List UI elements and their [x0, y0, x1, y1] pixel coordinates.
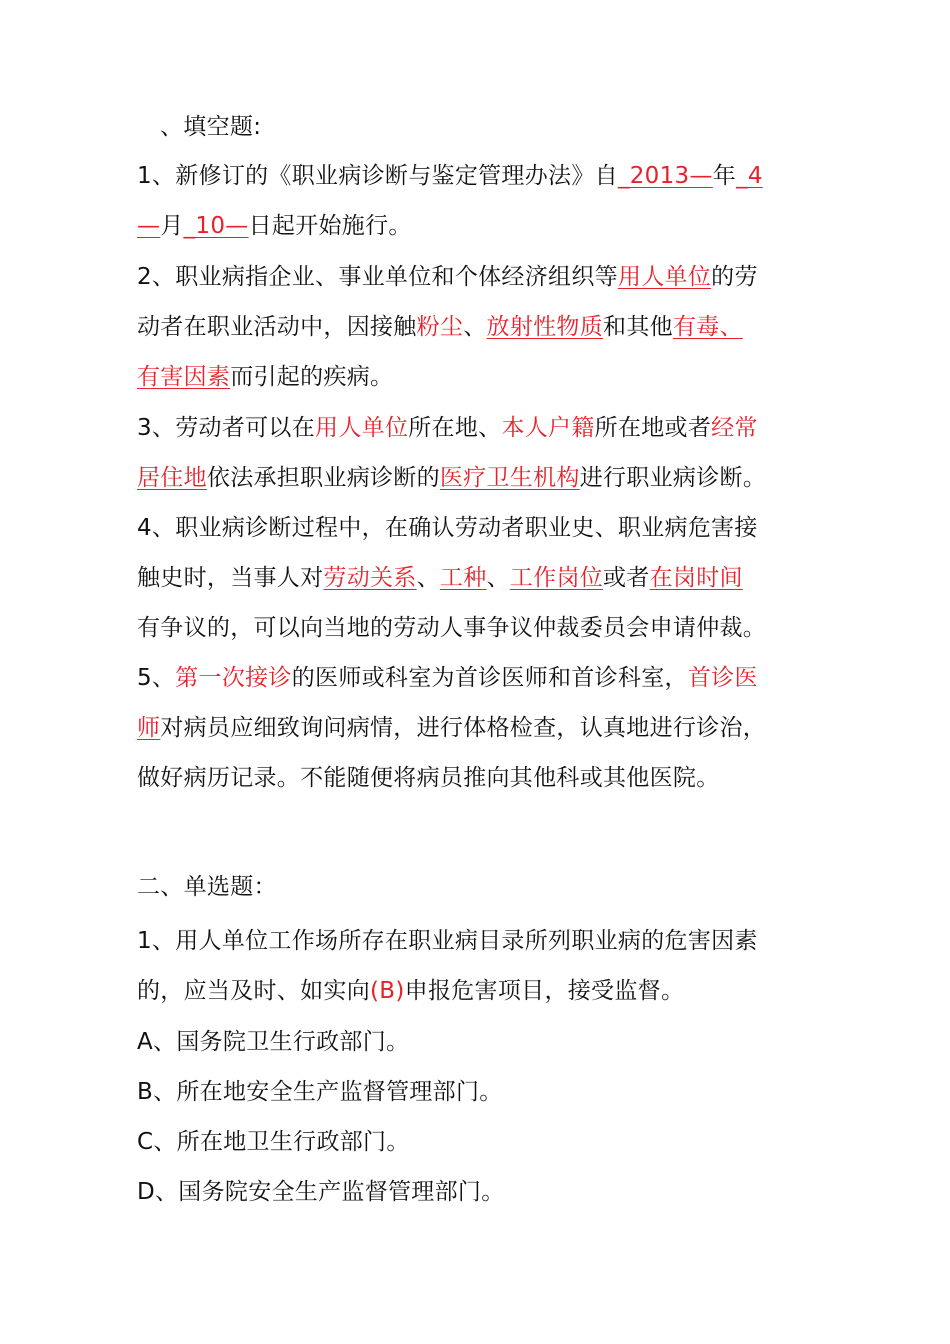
answer-month: _4: [736, 163, 763, 189]
fill-question-2-line-1: 2、职业病指企业、事业单位和个体经济组织等用人单位的劳: [137, 264, 758, 290]
choice-question-1-line-1: 1、用人单位工作场所存在职业病目录所列职业病的危害因素: [137, 928, 758, 954]
option-b: B、所在地安全生产监督管理部门。: [137, 1079, 503, 1105]
fill-question-2-line-3: 有害因素而引起的疾病。: [137, 364, 394, 390]
answer-text: 在岗时间: [649, 565, 743, 591]
answer-text: 粉尘: [416, 314, 464, 340]
answer-text: 师: [137, 715, 161, 741]
fill-question-5-line-3: 做好病历记录。不能随便将病员推向其他科或其他医院。: [137, 765, 720, 791]
answer-text: 用人单位: [617, 264, 712, 290]
fill-question-4-line-2: 触史时，当事人对劳动关系、工种、工作岗位或者在岗时间: [137, 565, 743, 591]
fill-question-4-line-3: 有争议的，可以向当地的劳动人事争议仲裁委员会申请仲裁。: [137, 615, 767, 641]
answer-text: 工种: [439, 565, 487, 591]
answer-text: 首诊医: [687, 665, 758, 691]
answer-text: 经常: [711, 415, 758, 441]
option-a: A、国务院卫生行政部门。: [137, 1029, 410, 1055]
option-d: D、国务院安全生产监督管理部门。: [137, 1179, 505, 1205]
answer-year: _2013—: [617, 163, 713, 189]
choice-question-1-line-2: 的，应当及时、如实向(B)申报危害项目，接受监督。: [137, 978, 685, 1004]
fill-question-1-line-2: —月_10—日起开始施行。: [137, 213, 412, 239]
answer-text: 有毒、: [672, 314, 743, 340]
section1-heading: 、填空题:: [160, 114, 262, 140]
answer-text: 用人单位: [315, 415, 409, 441]
fill-question-1-line-1: 1、新修订的《职业病诊断与鉴定管理办法》自_2013—年_4: [137, 163, 763, 189]
answer-text: 有害因素: [137, 364, 231, 390]
answer-text: 本人户籍: [501, 415, 595, 441]
fill-question-4-line-1: 4、职业病诊断过程中，在确认劳动者职业史、职业病危害接: [137, 515, 758, 541]
fill-question-2-line-2: 动者在职业活动中，因接触粉尘、放射性物质和其他有毒、: [137, 314, 743, 340]
fill-question-3-line-1: 3、劳动者可以在用人单位所在地、本人户籍所在地或者经常: [137, 415, 758, 441]
answer-text: 放射性物质: [486, 314, 604, 340]
answer-text: 工作岗位: [509, 565, 604, 591]
section2-heading: 二、单选题：: [137, 874, 277, 900]
fill-question-5-line-1: 5、第一次接诊的医师或科室为首诊医师和首诊科室，首诊医: [137, 665, 758, 691]
answer-text: 第一次接诊: [175, 665, 292, 691]
option-c: C、所在地卫生行政部门。: [137, 1129, 410, 1155]
answer-text: 劳动关系: [323, 565, 417, 591]
answer-day: _10—: [183, 213, 249, 239]
answer-choice: (B): [370, 978, 405, 1004]
fill-question-5-line-2: 师对病员应细致询问病情，进行体格检查，认真地进行诊治，: [137, 715, 767, 741]
answer-text: 医疗卫生机构: [439, 465, 580, 491]
fill-question-3-line-2: 居住地依法承担职业病诊断的医疗卫生机构进行职业病诊断。: [137, 465, 767, 491]
answer-text: 居住地: [137, 465, 207, 491]
